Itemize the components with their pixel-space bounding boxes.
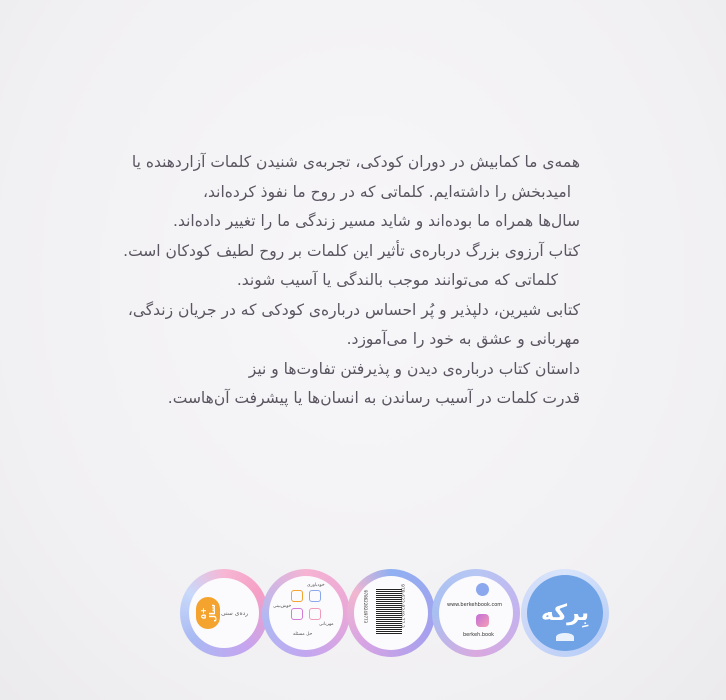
theme-icon <box>309 590 321 602</box>
blurb-line: کتابی شیرین، دلپذیر و پُر احساس درباره‌ی کودکی که در جریان زندگی، <box>127 300 580 319</box>
theme-label: خودباوری <box>307 583 325 588</box>
theme-label: مهربانی <box>319 622 334 627</box>
globe-icon <box>476 583 489 596</box>
theme-icon <box>291 608 303 620</box>
barcode-number: 9786228249773 <box>363 590 368 624</box>
back-cover-blurb <box>120 148 580 414</box>
publisher-logo <box>521 569 609 657</box>
theme-icon <box>309 608 321 620</box>
publisher-logo-text: بِرکه <box>540 600 590 626</box>
blurb-line: مهربانی و عشق به خود را می‌آموزد. <box>346 330 580 348</box>
age-range-badge <box>180 569 268 657</box>
theme-label: حل مسئله <box>293 632 313 637</box>
blurb-line: داستان کتاب درباره‌ی دیدن و پذیرفتن تفاوت‌ها و نیز <box>248 359 580 378</box>
website-text[interactable]: www.berkehbook.com <box>447 602 503 608</box>
age-label: رده‌ی سنی <box>221 610 249 617</box>
blurb-line: کتاب آرزوی بزرگ درباره‌ی تأثیر این کلمات بر روح لطیف کودکان است. <box>123 241 580 260</box>
blurb-line: کلماتی که می‌توانند موجب بالندگی یا آسیب شوند. <box>236 271 558 289</box>
themes-badge <box>262 569 350 657</box>
blurb-line: امیدبخش را داشته‌ایم. کلماتی که در روح ما نفوذ کرده‌اند، <box>203 182 571 201</box>
instagram-text[interactable]: berkeh.book <box>463 632 495 638</box>
theme-label: خوش‌بینی <box>273 604 292 609</box>
isbn-text: 978-622-8249-77-3 <box>399 584 404 628</box>
blurb-line: قدرت کلمات در آسیب رساندن به انسان‌ها یا پیشرفت آن‌هاست. <box>167 389 580 407</box>
blurb-line: سال‌ها همراه ما بوده‌اند و شاید مسیر زندگی ما را تغییر داده‌اند. <box>173 212 580 230</box>
isbn-badge <box>347 569 435 657</box>
theme-icon <box>291 590 303 602</box>
leaf-icon <box>556 633 574 641</box>
blurb-line: همه‌ی ما کمابیش در دوران کودکی، تجربه‌ی شنیدن کلمات آزاردهنده یا <box>131 153 580 171</box>
links-badge <box>432 569 520 657</box>
age-value: ۵+ سال <box>196 597 220 629</box>
instagram-icon <box>476 614 489 627</box>
